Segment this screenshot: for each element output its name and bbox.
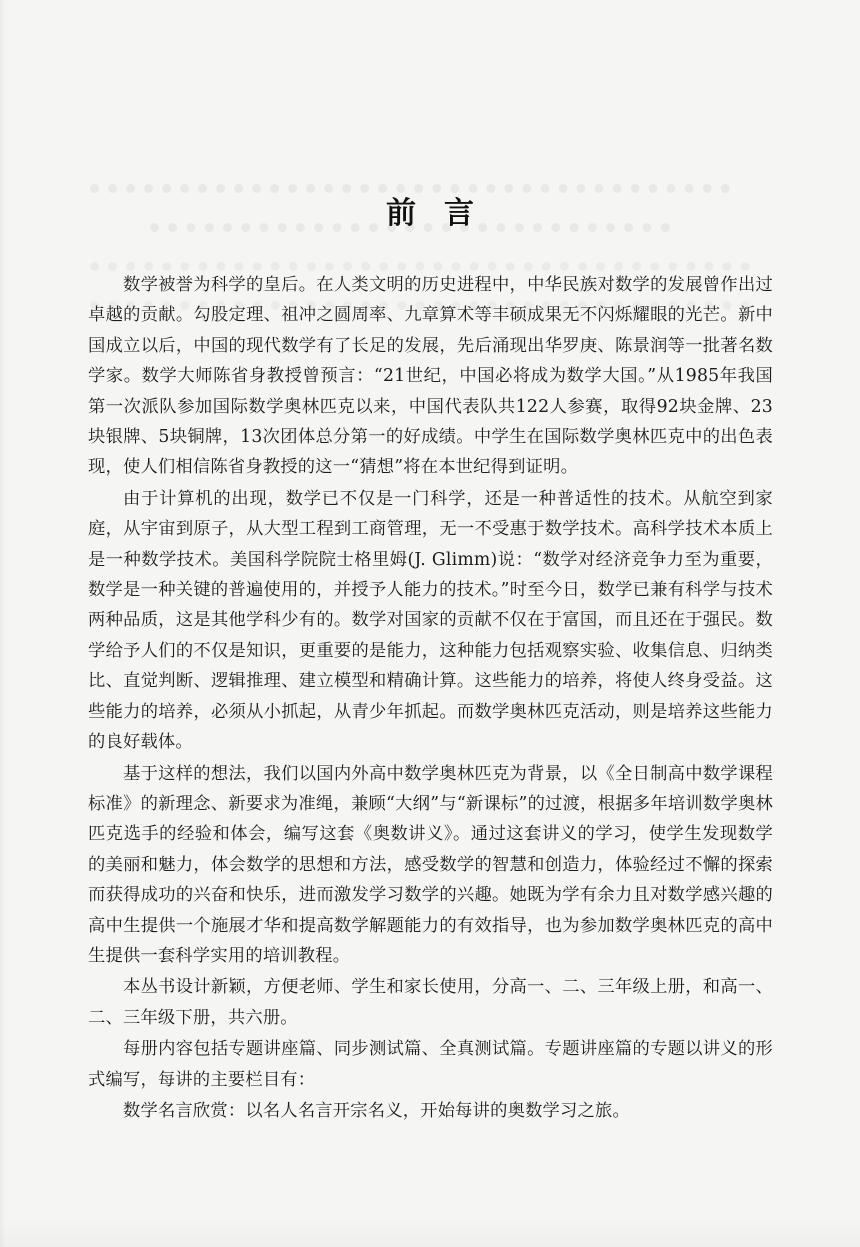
document-body [88, 270, 773, 1127]
paragraph-4: 本丛书设计新颖，方便老师、学生和家长使用，分高一、二、三年级上册，和高一、二、三年级下册，共六册。 [88, 977, 773, 1028]
paragraph-2: 由于计算机的出现，数学已不仅是一门科学，还是一种普适性的技术。从航空到家庭，从宇宙到原子，从大型工程到工商管理，无一不受惠于数学技术。高科学技术本质上是一种数学技术。美国科学院院士格里姆(J. Glimm)说：“数学对经济竞争力至为重要，数学是一种关键的普遍使用的，并授予人能力的技术。”时至今日，数学已兼有科学与技术两种品质，这是其他学科少有的。数学对国家的贡献不仅在于富国，而且还在于强民。数学给予人们的不仅是知识，更重要的是能力，这种能力包括观察实验、收集信息、归纳类比、直觉判断、逻辑推理、建立模型和精确计算。这些能力的培养，将使人终身受益。这些能力的培养，必须从小抓起，从青少年抓起。而数学奥林匹克活动，则是培养这些能力的良好载体。 [88, 488, 773, 753]
paragraph-5: 每册内容包括专题讲座篇、同步测试篇、全真测试篇。专题讲座篇的专题以讲义的形式编写，每讲的主要栏目有： [88, 1039, 773, 1090]
paragraph-6: 数学名言欣赏：以名人名言开宗名义，开始每讲的奥数学习之旅。 [123, 1100, 630, 1121]
page-title: 前言 [386, 196, 502, 231]
paragraph-3: 基于这样的想法，我们以国内外高中数学奥林匹克为背景，以《全日制高中数学课程标准》的新理念、新要求为准绳，兼顾“大纲”与“新课标”的过渡，根据多年培训数学奥林匹克选手的经验和体会，编写这套《奥数讲义》。通过这套讲义的学习，使学生发现数学的美丽和魅力，体会数学的思想和方法，感受数学的智慧和创造力，体验经过不懈的探索而获得成功的兴奋和快乐，进而激发学习数学的兴趣。她既为学有余力且对数学感兴趣的高中生提供一个施展才华和提高数学解题能力的有效指导，也为参加数学奥林匹克的高中生提供一套科学实用的培训教程。 [88, 763, 773, 966]
paragraph-1: 数学被誉为科学的皇后。在人类文明的历史进程中，中华民族对数学的发展曾作出过卓越的贡献。勾股定理、祖冲之圆周率、九章算术等丰硕成果无不闪烁耀眼的光芒。新中国成立以后，中国的现代数学有了长足的发展，先后涌现出华罗庚、陈景润等一批著名数学家。数学大师陈省身教授曾预言：“21世纪，中国必将成为数学大国。”从1985年我国第一次派队参加国际数学奥林匹克以来，中国代表队共122人参赛，取得92块金牌、23块银牌、5块铜牌，13次团体总分第一的好成绩。中学生在国际数学奥林匹克中的出色表现，使人们相信陈省身教授的这一“猜想”将在本世纪得到证明。 [88, 275, 773, 478]
